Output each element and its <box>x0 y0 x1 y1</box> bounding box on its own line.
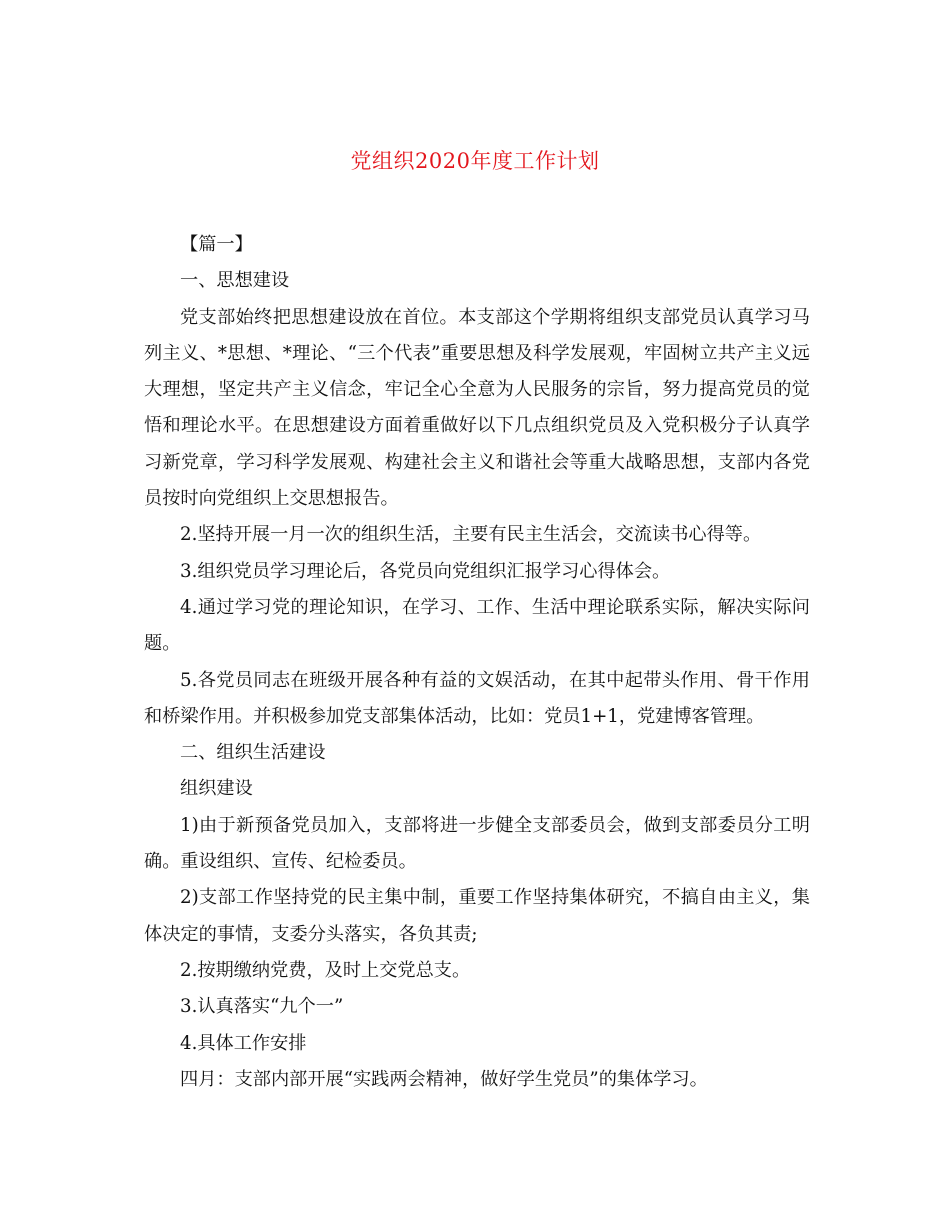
paragraph-item-5: 5.各党员同志在班级开展各种有益的文娱活动，在其中起带头作用、骨干作用和桥梁作用。并积极参加党支部集体活动，比如：党员1+1，党建博客管理。 <box>144 669 810 727</box>
heading-ideological-building: 一、思想建设 <box>180 270 290 292</box>
document-title: 党组织2020年度工作计划 <box>350 149 600 173</box>
subheading-organization-building: 组织建设 <box>180 778 253 800</box>
paragraph-nine-ones: 3.认真落实“九个一” <box>180 996 344 1018</box>
paragraph-party-dues: 2.按期缴纳党费，及时上交党总支。 <box>180 959 471 981</box>
paragraph-section-label: 【篇一】 <box>180 234 253 255</box>
paragraph-april-plan: 四月：支部内部开展“实践两会精神，做好学生党员”的集体学习。 <box>180 1068 708 1090</box>
paragraph-work-arrangement: 4.具体工作安排 <box>180 1032 307 1054</box>
document-body <box>144 227 810 1098</box>
paragraph-item-2: 2.坚持开展一月一次的组织生活，主要有民主生活会，交流读书心得等。 <box>180 524 762 546</box>
heading-organization-life: 二、组织生活建设 <box>180 742 326 764</box>
paragraph-org-item-1: 1)由于新预备党员加入，支部将进一步健全支部委员会，做到支部委员分工明确。重设组织、宣传、纪检委员。 <box>144 814 810 873</box>
paragraph-item-4: 4.通过学习党的理论知识，在学习、工作、生活中理论联系实际，解决实际问题。 <box>144 596 810 655</box>
paragraph-item-3: 3.组织党员学习理论后，各党员向党组织汇报学习心得体会。 <box>180 560 671 582</box>
paragraph-org-item-2: 2)支部工作坚持党的民主集中制，重要工作坚持集体研究，不搞自由主义，集体决定的事情，支委分头落实，各负其责; <box>144 887 810 945</box>
paragraph-ideological-intro: 党支部始终把思想建设放在首位。本支部这个学期将组织支部党员认真学习马列主义、*思想、*理论、“三个代表”重要思想及科学发展观，牢固树立共产主义远大理想，坚定共产主义信念，牢记全心全意为人民服务的宗旨，努力提高党员的觉悟和理论水平。在思想建设方面着重做好以下几点组织党员及入党积极分子认真学习新党章，学习科学发展观、构建社会主义和谐社会等重大战略思想，支部内各党员按时向党组织上交思想报告。 <box>144 306 810 510</box>
